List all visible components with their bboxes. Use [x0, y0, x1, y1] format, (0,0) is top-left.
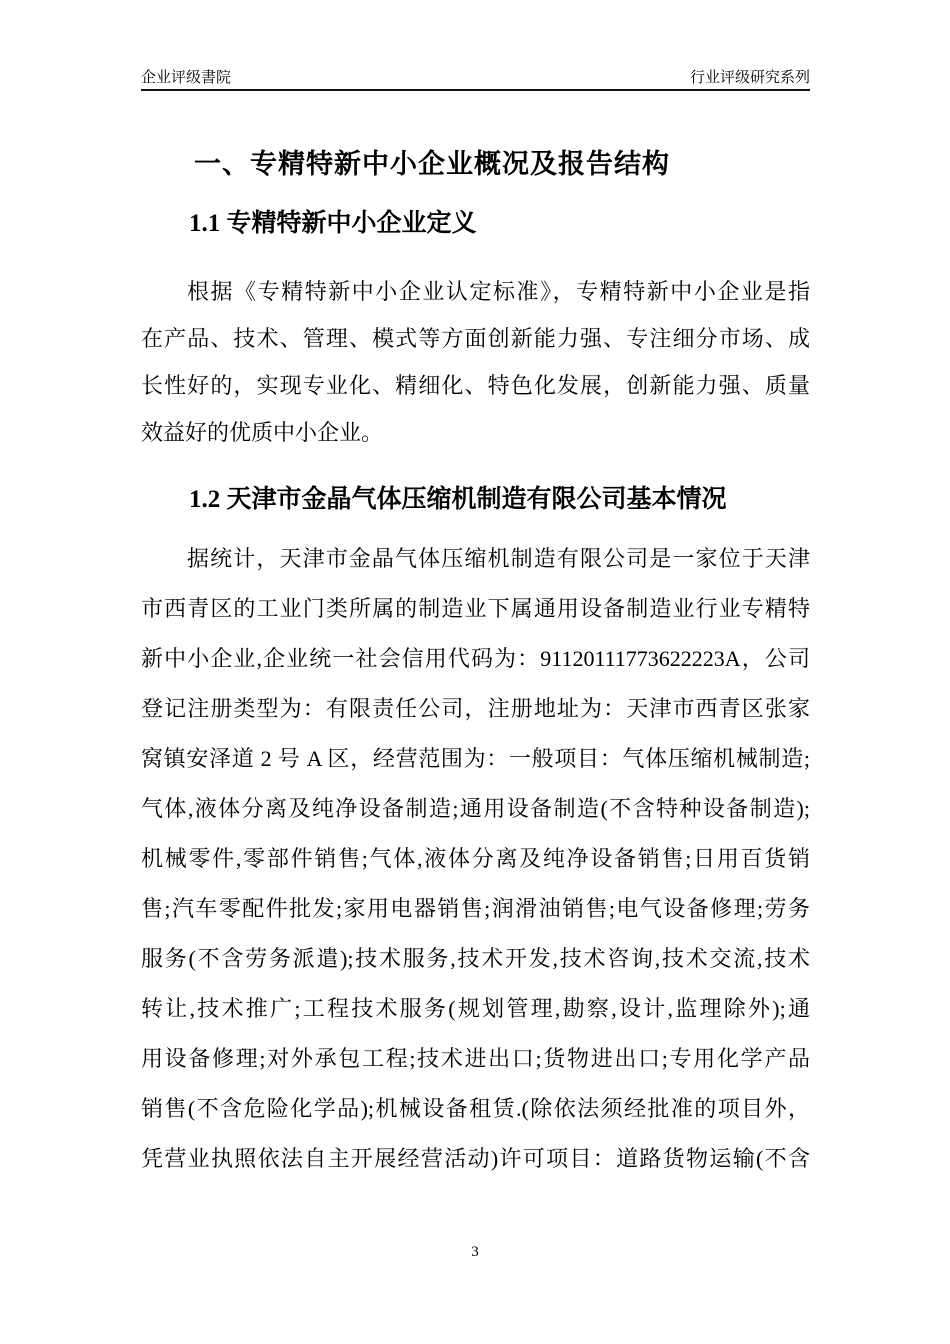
- text-line: 销售(不含危险化学品);机械设备租赁.(除依法须经批准的项目外，: [141, 1096, 810, 1121]
- paragraph-definition: [141, 268, 810, 456]
- text-line: 新中小企业,企业统一社会信用代码为：91120111773622223A，公司: [141, 646, 810, 671]
- text-line: 服务(不含劳务派遣);技术服务,技术开发,技术咨询,技术交流,技术: [141, 946, 810, 971]
- text-line: 售;汽车零配件批发;家用电器销售;润滑油销售;电气设备修理;劳务: [141, 896, 810, 921]
- text-line: 效益好的优质中小企业。: [141, 420, 384, 445]
- text-line: 凭营业执照依法自主开展经营活动)许可项目：道路货物运输(不含: [141, 1146, 810, 1171]
- text-line: 机械零件,零部件销售;气体,液体分离及纯净设备销售;日用百货销: [141, 846, 810, 871]
- page-header: [141, 0, 810, 91]
- page-number: 3: [471, 1244, 479, 1260]
- text-line: 市西青区的工业门类所属的制造业下属通用设备制造业行业专精特: [141, 596, 810, 621]
- text-line: 长性好的，实现专业化、精细化、特色化发展，创新能力强、质量: [141, 373, 810, 398]
- text-line: 气体,液体分离及纯净设备制造;通用设备制造(不含特种设备制造);: [141, 796, 810, 821]
- text-line: 据统计，天津市金晶气体压缩机制造有限公司是一家位于天津: [187, 546, 810, 571]
- text-line: 窝镇安泽道 2 号 A 区，经营范围为：一般项目：气体压缩机械制造;: [141, 746, 810, 771]
- text-line: 用设备修理;对外承包工程;技术进出口;货物进出口;专用化学产品: [141, 1046, 810, 1071]
- header-left-text: 企业评级書院: [141, 69, 232, 86]
- section-heading-1-2: 1.2 天津市金晶气体压缩机制造有限公司基本情况: [189, 486, 727, 513]
- text-line: 在产品、技术、管理、模式等方面创新能力强、专注细分市场、成: [141, 326, 810, 351]
- header-right-text: 行业评级研究系列: [689, 69, 810, 86]
- text-line: 登记注册类型为：有限责任公司，注册地址为：天津市西青区张家: [141, 696, 810, 721]
- text-line: 转让,技术推广;工程技术服务(规划管理,勘察,设计,监理除外);通: [141, 996, 810, 1021]
- section-heading-1-1: 1.1 专精特新中小企业定义: [189, 210, 477, 237]
- chapter-title: 一、专精特新中小企业概况及报告结构: [194, 149, 670, 179]
- text-line: 根据《专精特新中小企业认定标准》，专精特新中小企业是指: [187, 279, 810, 304]
- paragraph-company-profile: [141, 534, 810, 1184]
